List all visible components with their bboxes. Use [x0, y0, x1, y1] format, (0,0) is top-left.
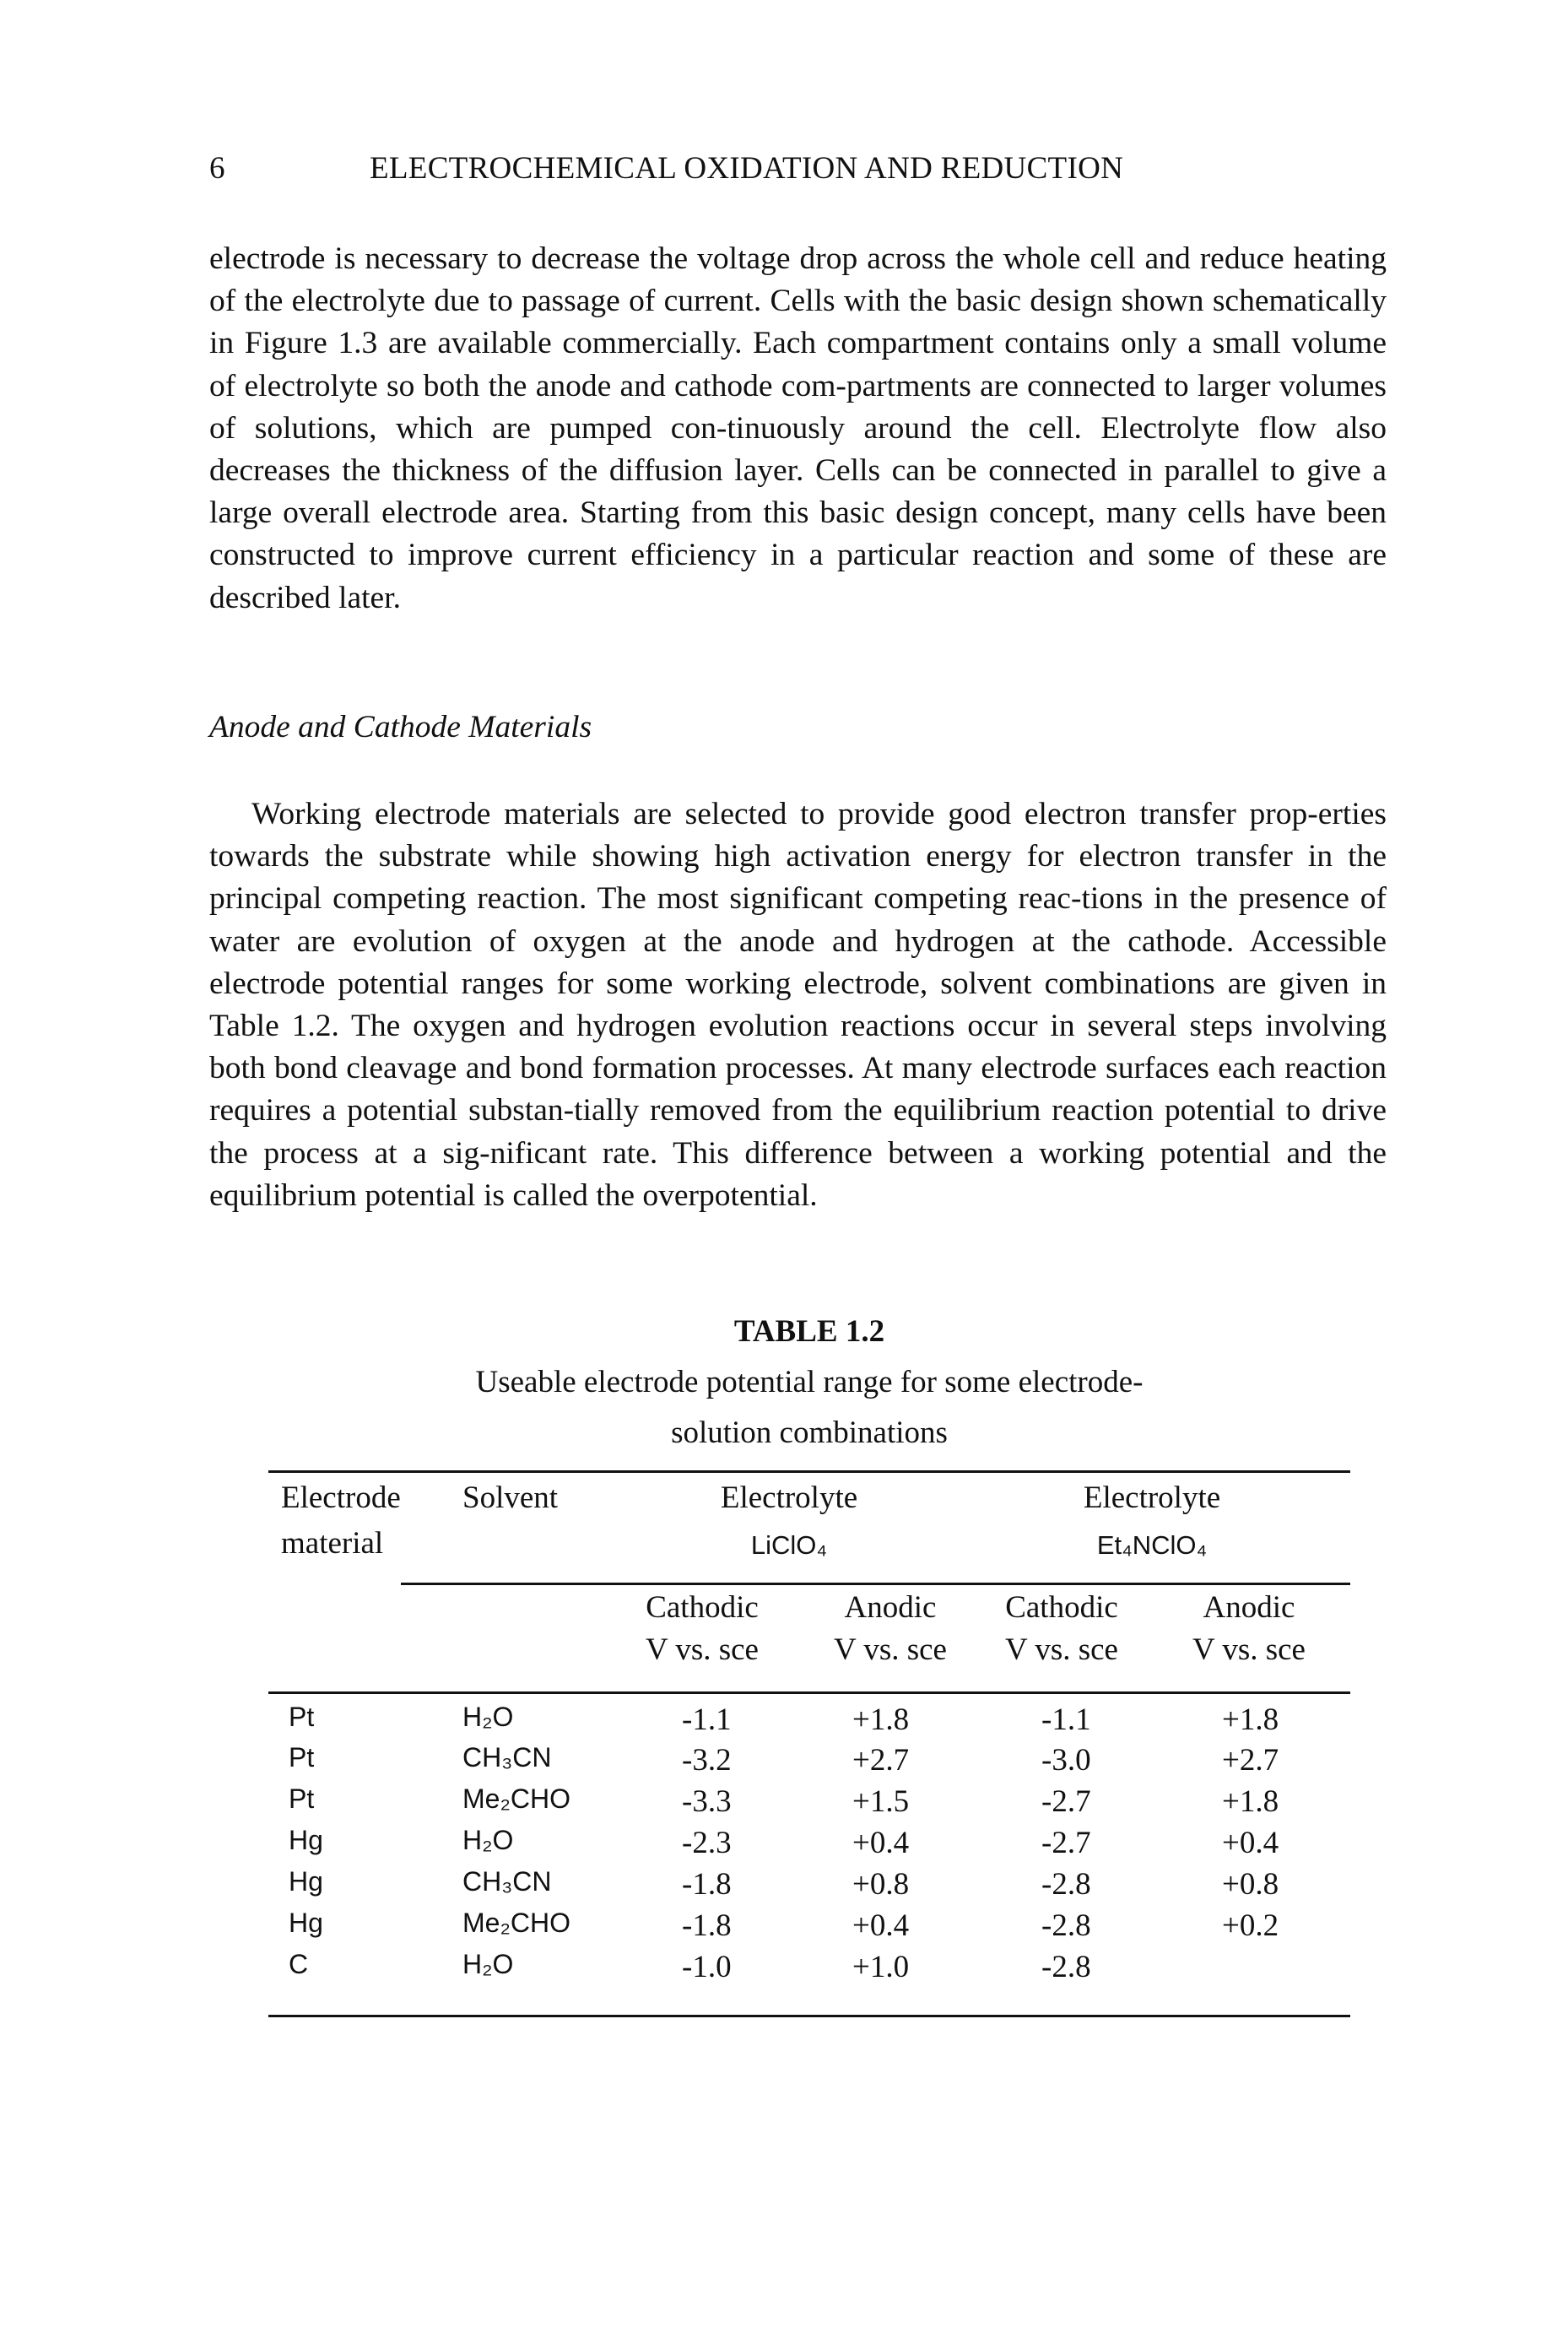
table-bottom-rule — [268, 2015, 1350, 2017]
cell-et-anodic: +1.8 — [1222, 1784, 1279, 1819]
table-row — [0, 1825, 1568, 1866]
cell-li-anodic: +0.4 — [852, 1826, 910, 1860]
cell-solvent: H₂O — [462, 1825, 514, 1855]
cell-electrode: Pt — [289, 1702, 315, 1732]
table-top-rule — [268, 1470, 1350, 1473]
cell-et-cathodic: -2.8 — [1041, 1950, 1091, 1984]
running-title: ELECTROCHEMICAL OXIDATION AND REDUCTION — [370, 151, 1124, 186]
header-et-anodic-unit: V vs. sce — [1192, 1632, 1306, 1667]
paragraph-1: electrode is necessary to decrease the voltage drop across the whole cell and reduce heating of the electrolyte due to passage of current. Cells with the basic design shown schematically in Figure 1.3 are available commercially. Each compartment contains only a small volume of electrolyte so both the anode and cathode com-partments are connected to larger volumes of solutions, which are pumped con-tinuously around the cell. Electrolyte flow also decreases the thickness of the diffusion layer. Cells can be connected in parallel to give a large overall electrode area. Starting from this basic design concept, many cells have been constructed to improve current efficiency in a particular reaction and some of these are described later. — [209, 241, 1387, 615]
table-sub-rule — [401, 1583, 1350, 1585]
table-row — [0, 1742, 1568, 1783]
header-li-cathodic-unit: V vs. sce — [646, 1632, 759, 1667]
cell-solvent: Me₂CHO — [462, 1783, 570, 1814]
table-mid-rule — [268, 1691, 1350, 1694]
header-electrolyte-b-formula: Et₄NClO₄ — [1096, 1530, 1208, 1560]
cell-et-anodic: +1.8 — [1222, 1702, 1279, 1737]
cell-et-cathodic: -1.1 — [1041, 1702, 1091, 1737]
cell-li-anodic: +1.0 — [852, 1950, 910, 1984]
cell-electrode: Pt — [289, 1783, 315, 1814]
cell-li-anodic: +1.8 — [852, 1702, 910, 1737]
cell-et-cathodic: -2.8 — [1041, 1908, 1091, 1943]
table-row — [0, 1949, 1568, 1990]
table-caption-line-2: solution combinations — [671, 1415, 948, 1450]
table-caption — [268, 1307, 1350, 1459]
cell-et-anodic: +0.4 — [1222, 1826, 1279, 1860]
table-row — [0, 1908, 1568, 1949]
header-li-anodic: Anodic — [844, 1590, 937, 1625]
cell-li-cathodic: -1.1 — [682, 1702, 732, 1737]
table-row — [0, 1783, 1568, 1825]
cell-li-anodic: +0.8 — [852, 1867, 910, 1902]
cell-solvent: H₂O — [462, 1949, 514, 1979]
cell-electrode: Pt — [289, 1742, 315, 1773]
cell-et-anodic: +2.7 — [1222, 1743, 1279, 1778]
header-et-cathodic: Cathodic — [1005, 1590, 1118, 1625]
header-et-anodic: Anodic — [1203, 1590, 1295, 1625]
cell-li-cathodic: -2.3 — [682, 1826, 732, 1860]
cell-li-cathodic: -3.3 — [682, 1784, 732, 1819]
cell-et-cathodic: -3.0 — [1041, 1743, 1091, 1778]
cell-solvent: CH₃CN — [462, 1866, 552, 1897]
cell-electrode: Hg — [289, 1866, 323, 1897]
cell-li-anodic: +2.7 — [852, 1743, 910, 1778]
table-number: TABLE 1.2 — [733, 1314, 885, 1349]
cell-li-cathodic: -1.0 — [682, 1950, 732, 1984]
header-et-cathodic-unit: V vs. sce — [1005, 1632, 1118, 1667]
section-heading: Anode and Cathode Materials — [209, 710, 592, 744]
cell-et-anodic: +0.2 — [1222, 1908, 1279, 1943]
paragraph-2: Working electrode materials are selected to provide good electron transfer prop-erties towards the substrate while showing high activation energy for electron transfer in the principal competing reaction. The most significant competing reac-tions in the presence of water are evolution of oxygen at the anode and hydrogen at the cathode. Accessible electrode potential ranges for some working electrode, solvent combinations are given in Table 1.2. The oxygen and hydrogen evolution reactions occur in several steps involving both bond cleavage and bond formation processes. At many electrode surfaces each reaction requires a potential substan-tially removed from the equilibrium reaction potential to drive the process at a sig-nificant rate. This difference between a working potential and the equilibrium potential is called the overpotential. — [209, 797, 1387, 1213]
cell-li-anodic: +1.5 — [852, 1784, 910, 1819]
table-row — [0, 1702, 1568, 1743]
cell-electrode: Hg — [289, 1908, 323, 1938]
cell-solvent: Me₂CHO — [462, 1908, 570, 1938]
cell-et-cathodic: -2.7 — [1041, 1826, 1091, 1860]
cell-li-cathodic: -3.2 — [682, 1743, 732, 1778]
header-electrolyte-a: Electrolyte — [720, 1480, 858, 1515]
header-solvent: Solvent — [462, 1480, 559, 1515]
cell-li-cathodic: -1.8 — [682, 1867, 732, 1902]
cell-et-anodic: +0.8 — [1222, 1867, 1279, 1902]
cell-solvent: H₂O — [462, 1702, 514, 1732]
header-li-anodic-unit: V vs. sce — [834, 1632, 947, 1667]
cell-electrode: C — [289, 1949, 309, 1979]
cell-et-cathodic: -2.7 — [1041, 1784, 1091, 1819]
header-material: material — [281, 1526, 384, 1561]
header-electrolyte-a-formula: LiClO₄ — [750, 1530, 828, 1560]
cell-et-cathodic: -2.8 — [1041, 1867, 1091, 1902]
cell-li-cathodic: -1.8 — [682, 1908, 732, 1943]
cell-electrode: Hg — [289, 1825, 323, 1855]
cell-solvent: CH₃CN — [462, 1742, 552, 1773]
page-number: 6 — [209, 151, 225, 186]
table-row — [0, 1866, 1568, 1908]
table-caption-line-1: Useable electrode potential range for some electrode- — [475, 1365, 1144, 1399]
header-li-cathodic: Cathodic — [646, 1590, 759, 1625]
cell-li-anodic: +0.4 — [852, 1908, 910, 1943]
header-electrode: Electrode — [281, 1480, 401, 1515]
header-electrolyte-b: Electrolyte — [1083, 1480, 1221, 1515]
